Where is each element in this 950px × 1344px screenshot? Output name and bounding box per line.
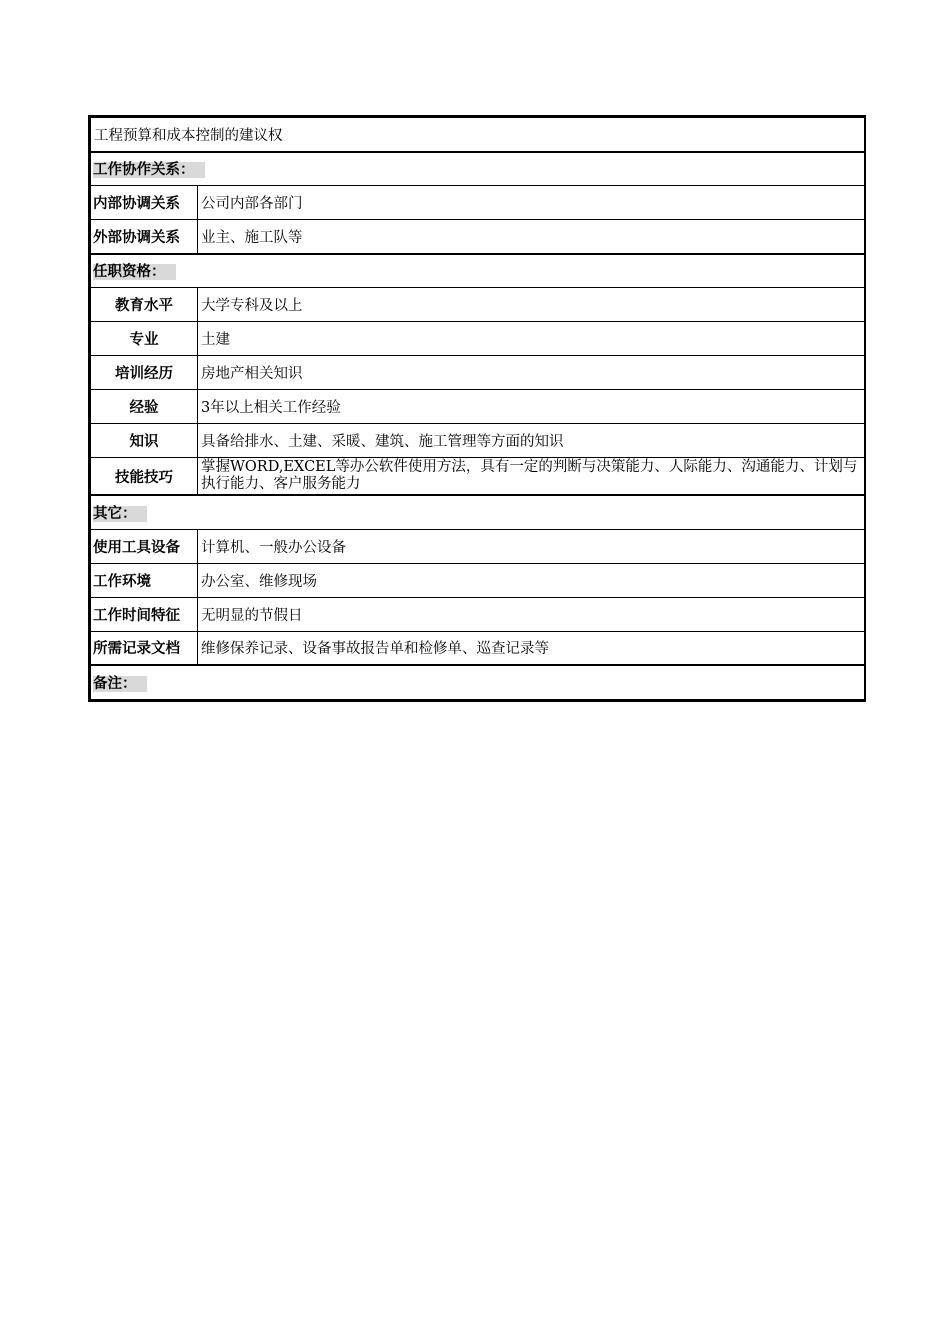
row-label: 教育水平	[91, 288, 198, 322]
table-row	[91, 288, 865, 322]
row-label: 专业	[91, 322, 198, 356]
section-header-quals: 任职资格：	[93, 264, 176, 280]
row-value: 掌握WORD,EXCEL等办公软件使用方法，具有一定的判断与决策能力、人际能力、沟通能力、计划与执行能力、客户服务能力	[198, 458, 865, 496]
table-row	[91, 390, 865, 424]
row-value: 办公室、维修现场	[198, 563, 865, 597]
row-label: 工作环境	[91, 563, 198, 597]
row-value: 业主、施工队等	[198, 220, 865, 254]
table-row	[91, 220, 865, 254]
section-header-remarks: 备注：	[93, 676, 147, 692]
row-label: 外部协调关系	[91, 220, 198, 254]
authority-text: 工程预算和成本控制的建议权	[91, 118, 865, 152]
row-value: 具备给排水、土建、采暖、建筑、施工管理等方面的知识	[198, 424, 865, 458]
section-remarks	[91, 665, 865, 699]
row-label: 经验	[91, 390, 198, 424]
row-label: 内部协调关系	[91, 186, 198, 220]
table-row	[91, 563, 865, 597]
section-other	[91, 495, 865, 529]
row-value: 计算机、一般办公设备	[198, 529, 865, 563]
row-value: 3年以上相关工作经验	[198, 390, 865, 424]
table-row	[91, 597, 865, 631]
section-quals	[91, 254, 865, 288]
row-value: 无明显的节假日	[198, 597, 865, 631]
table-row	[91, 424, 865, 458]
row-value: 维修保养记录、设备事故报告单和检修单、巡查记录等	[198, 631, 865, 665]
row-label: 所需记录文档	[91, 631, 198, 665]
row-label: 知识	[91, 424, 198, 458]
row-value: 大学专科及以上	[198, 288, 865, 322]
row-label: 使用工具设备	[91, 529, 198, 563]
row-value: 公司内部各部门	[198, 186, 865, 220]
section-collab	[91, 152, 865, 186]
job-description-table	[88, 115, 866, 702]
row-label: 技能技巧	[91, 458, 198, 496]
table-row	[91, 186, 865, 220]
row-label: 工作时间特征	[91, 597, 198, 631]
row-value: 土建	[198, 322, 865, 356]
section-header-collab: 工作协作关系：	[93, 162, 205, 178]
table-row	[91, 322, 865, 356]
table-row	[91, 356, 865, 390]
table-row	[91, 529, 865, 563]
authority-row	[91, 118, 865, 152]
row-value: 房地产相关知识	[198, 356, 865, 390]
section-header-other: 其它：	[93, 506, 147, 522]
table-row	[91, 458, 865, 496]
table-row	[91, 631, 865, 665]
row-label: 培训经历	[91, 356, 198, 390]
